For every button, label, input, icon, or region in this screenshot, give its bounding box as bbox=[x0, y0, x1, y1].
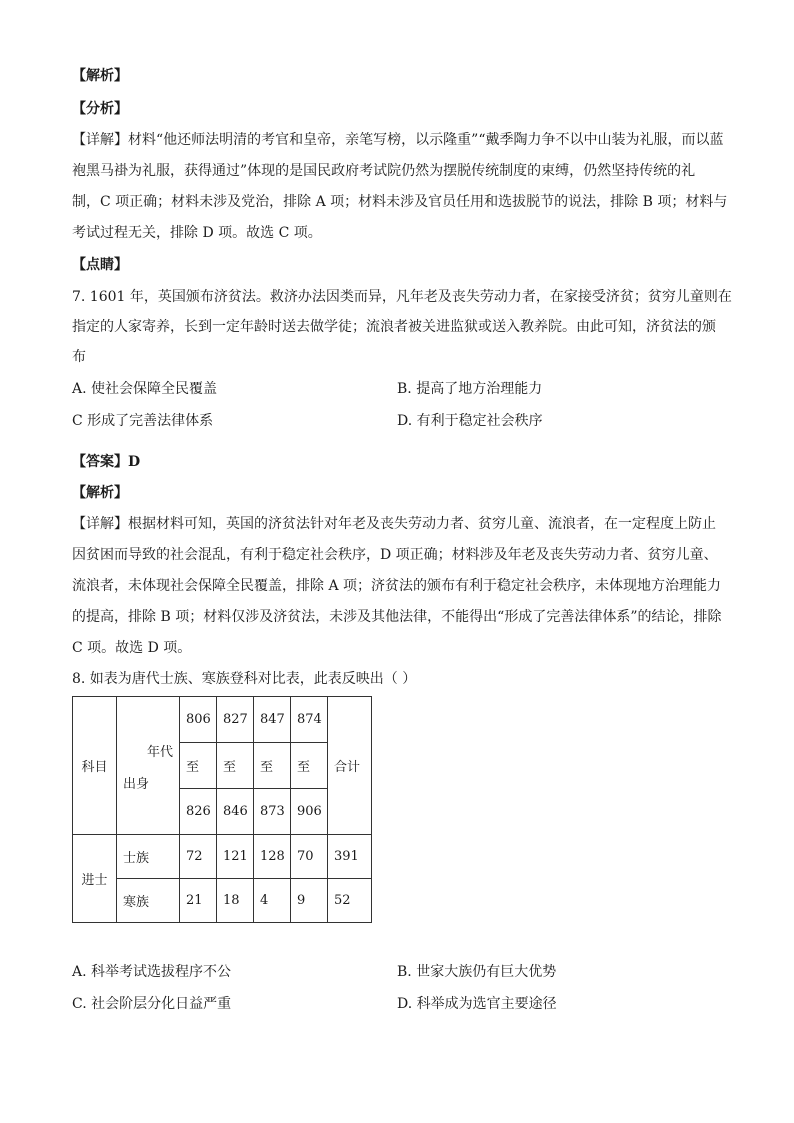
era-label: 年代 bbox=[146, 745, 173, 760]
q7-option-b[interactable]: B. 提高了地方治理能力 bbox=[397, 381, 543, 397]
q7-stem-line: 指定的人家寄养，长到一定年龄时送去做学徒；流浪者被关进监狱或送入教养院。由此可知，济贫法的颁 bbox=[72, 319, 716, 335]
table-cell: 121 bbox=[217, 835, 254, 879]
total-header: 合计 bbox=[328, 697, 372, 835]
table-cell-total: 52 bbox=[328, 879, 372, 923]
q7-option-c[interactable]: C 形成了完善法律体系 bbox=[72, 413, 214, 429]
q8-stem: 8. 如表为唐代士族、寒族登科对比表，此表反映出（ ） bbox=[72, 671, 417, 687]
q7-xiangjie-line: 【详解】根据材料可知，英国的济贫法针对年老及丧失劳动力者、贫穷儿童、流浪者，在一定程度上防止 bbox=[72, 516, 716, 532]
q8-option-a[interactable]: A. 科举考试选拔程序不公 bbox=[72, 964, 232, 980]
fenxi-heading: 【分析】 bbox=[72, 101, 128, 117]
table-cell: 9 bbox=[291, 879, 328, 923]
q7-option-d[interactable]: D. 有利于稳定社会秩序 bbox=[397, 413, 543, 429]
q8-option-d[interactable]: D. 科举成为选官主要途径 bbox=[397, 996, 557, 1012]
table-cell: 72 bbox=[180, 835, 217, 879]
period-zhi: 至 bbox=[254, 743, 291, 789]
q7-xiangjie-line: 的提高，排除 B 项；材料仅涉及济贫法，未涉及其他法律，不能得出“形成了完善法律体系”的结论，排除 bbox=[72, 609, 722, 625]
period-start: 874 bbox=[291, 697, 328, 743]
period-end: 906 bbox=[291, 789, 328, 835]
q7-option-a[interactable]: A. 使社会保障全民覆盖 bbox=[72, 381, 218, 397]
period-end: 826 bbox=[180, 789, 217, 835]
keju-comparison-table bbox=[72, 696, 372, 923]
period-start: 847 bbox=[254, 697, 291, 743]
period-zhi: 至 bbox=[180, 743, 217, 789]
period-zhi: 至 bbox=[291, 743, 328, 789]
diagonal-header-cell bbox=[117, 697, 180, 835]
q7-xiangjie-line: 因贫困而导致的社会混乱，有利于稳定社会秩序，D 项正确；材料涉及年老及丧失劳动力者、贫穷儿童、 bbox=[72, 547, 718, 563]
period-zhi: 至 bbox=[217, 743, 254, 789]
table-cell: 21 bbox=[180, 879, 217, 923]
table-cell: 128 bbox=[254, 835, 291, 879]
table-cell-total: 391 bbox=[328, 835, 372, 879]
jinshi-row-group: 进士 bbox=[73, 835, 117, 923]
q7-stem-line: 布 bbox=[72, 349, 86, 365]
q8-option-b[interactable]: B. 世家大族仍有巨大优势 bbox=[397, 964, 557, 980]
period-end: 846 bbox=[217, 789, 254, 835]
table-cell: 70 bbox=[291, 835, 328, 879]
dianjing-heading: 【点睛】 bbox=[72, 257, 128, 273]
jiexi-heading: 【解析】 bbox=[72, 68, 128, 84]
q7-xiangjie-line: C 项。故选 D 项。 bbox=[72, 640, 192, 656]
period-start: 827 bbox=[217, 697, 254, 743]
xiangjie-line: 袍黑马褂为礼服，获得通过”体现的是国民政府考试院仍然为摆脱传统制度的束缚，仍然坚持传统的礼 bbox=[72, 163, 696, 179]
q7-jiexi-heading: 【解析】 bbox=[72, 485, 128, 501]
q8-option-c[interactable]: C. 社会阶层分化日益严重 bbox=[72, 996, 232, 1012]
xiangjie-line: 制，C 项正确；材料未涉及党治，排除 A 项；材料未涉及官员任用和选拔脱节的说法，排除 B 项；材料与 bbox=[72, 194, 728, 210]
period-end: 873 bbox=[254, 789, 291, 835]
xiangjie-line: 【详解】材料“他还师法明清的考官和皇帝，亲笔写榜，以示隆重”“戴季陶力争不以中山装为礼服，而以蓝 bbox=[72, 132, 724, 148]
table-cell: 4 bbox=[254, 879, 291, 923]
period-start: 806 bbox=[180, 697, 217, 743]
subject-header: 科目 bbox=[73, 697, 117, 835]
q7-stem-line: 7. 1601 年，英国颁布济贫法。救济办法因类而异，凡年老及丧失劳动力者，在家接受济贫；贫穷儿童则在 bbox=[72, 289, 732, 305]
q7-answer: 【答案】D bbox=[72, 454, 141, 470]
xiangjie-line: 考试过程无关，排除 D 项。故选 C 项。 bbox=[72, 225, 322, 241]
row-label-hanzu: 寒族 bbox=[117, 879, 180, 923]
origin-label: 出身 bbox=[123, 777, 150, 792]
q7-xiangjie-line: 流浪者，未体现社会保障全民覆盖，排除 A 项；济贫法的颁布有利于稳定社会秩序，未体现地方治理能力 bbox=[72, 578, 722, 594]
table-cell: 18 bbox=[217, 879, 254, 923]
row-label-shizu: 士族 bbox=[117, 835, 180, 879]
